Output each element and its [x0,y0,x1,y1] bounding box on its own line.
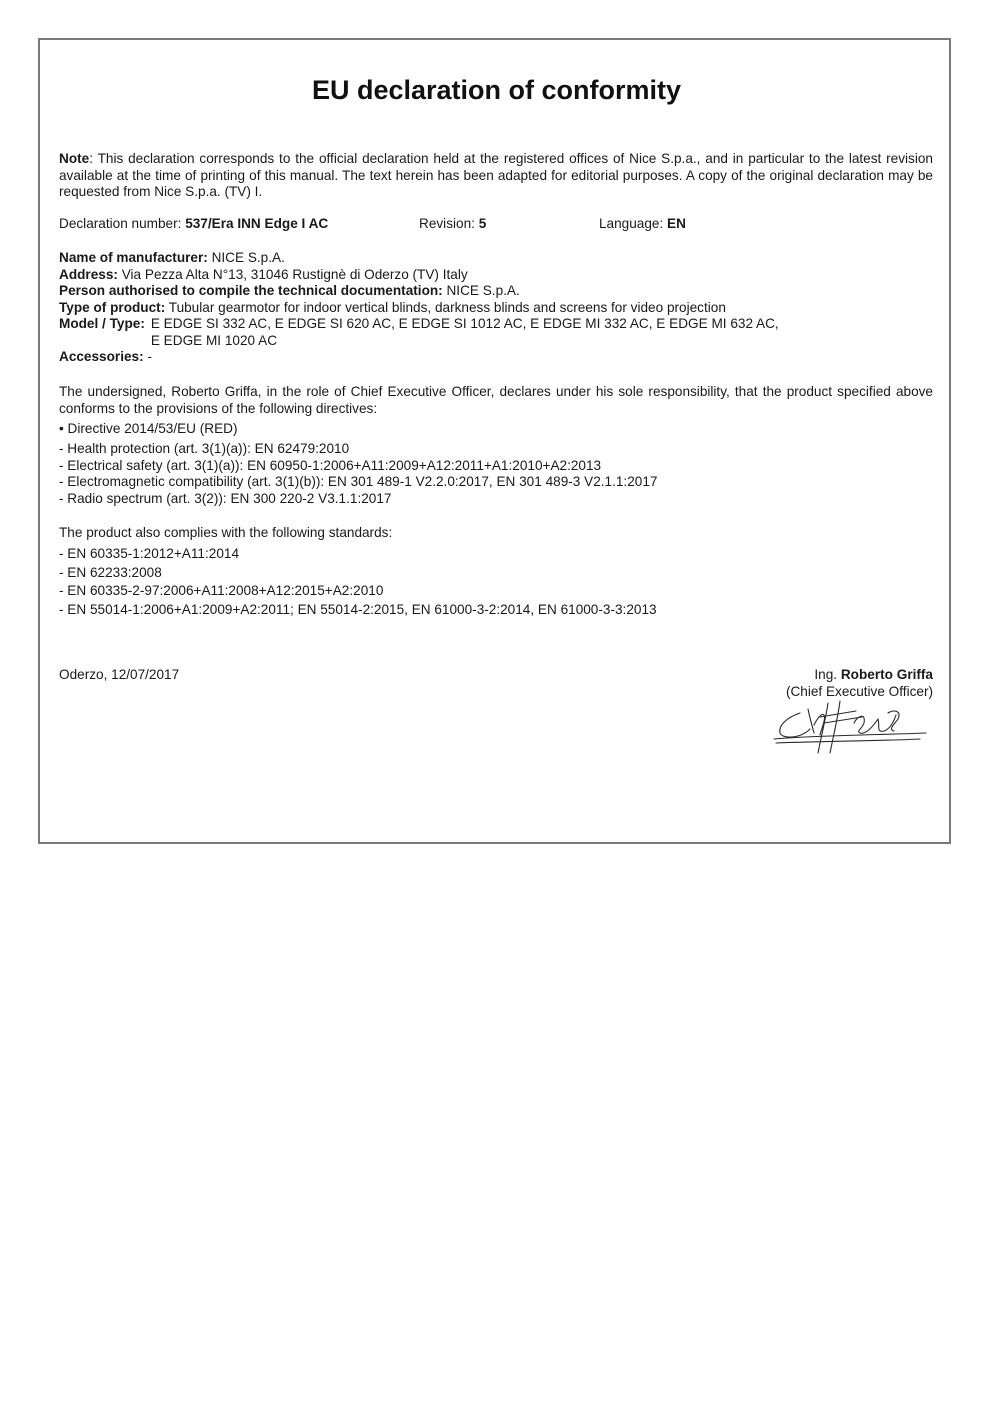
standard-item: - EN 60335-2-97:2006+A11:2008+A12:2015+A2:2010 [59,583,384,598]
note-label: Note [59,151,90,166]
model-type-line: E EDGE SI 332 AC, E EDGE SI 620 AC, E EDGE SI 1012 AC, E EDGE MI 332 AC, E EDGE MI 632 AC, [150,316,779,331]
standards-list [59,546,933,620]
directive-item: - Electromagnetic compatibility (art. 3(1)(b)): EN 301 489-1 V2.2.0:2017, EN 301 489-3 V2.1.1:2017 [59,474,658,489]
language-value: EN [667,216,686,231]
address-label: Address: [59,266,118,282]
declaration-info-row [59,216,933,233]
product-type-label: Type of product: [59,299,166,315]
standard-item: - EN 60335-1:2012+A11:2014 [59,546,240,561]
manufacturer-name-label: Name of manufacturer: [59,250,208,265]
declaration-number [59,216,328,233]
accessories-label: Accessories: [59,349,144,364]
language [599,216,686,233]
model-type-line: E EDGE MI 1020 AC [150,332,278,348]
directive-heading: • Directive 2014/53/EU (RED) [59,421,238,436]
manufacturer-block [59,250,933,366]
authorised-person-label: Person authorised to compile the technical documentation: [59,283,443,298]
standard-item: - EN 62233:2008 [59,564,162,580]
place-date: Oderzo, 12/07/2017 [59,667,180,682]
model-type-label: Model / Type: [59,316,145,331]
declaration-number-value: 537/Era INN Edge I AC [185,216,329,231]
model-type-row [59,316,933,349]
declaration-statement: The undersigned, Roberto Griffa, in the role of Chief Executive Officer, declares under his sole responsibility, that the product specified above conforms to the provisions of the following directives: [59,384,933,416]
accessories-value: - [143,349,152,364]
revision-value: 5 [478,216,487,231]
model-type-value [151,316,933,349]
directive-item: - Radio spectrum (art. 3(2)): EN 300 220-2 V3.1.1:2017 [59,490,392,506]
authorised-person-value: NICE S.p.A. [442,283,520,298]
authorised-person-row [59,283,933,300]
product-type-row [59,300,933,317]
language-label: Language: [599,216,668,231]
manufacturer-name-value: NICE S.p.A. [207,250,285,265]
directive-item: - Health protection (art. 3(1)(a)): EN 62479:2010 [59,441,350,456]
standards-intro: The product also complies with the following standards: [59,525,393,540]
standard-item: - EN 55014-1:2006+A1:2009+A2:2011; EN 55014-2:2015, EN 61000-3-2:2014, EN 61000-3-3:2013 [59,601,657,617]
directive-item: - Electrical safety (art. 3(1)(a)): EN 60950-1:2006+A11:2009+A12:2011+A1:2010+A2:2013 [59,457,602,473]
directive-list [59,441,933,507]
address-row [59,267,933,284]
revision [419,216,486,233]
note-paragraph [59,151,933,201]
page-title: EU declaration of conformity [311,75,682,105]
signer-role: (Chief Executive Officer) [785,683,933,699]
revision-label: Revision: [419,216,479,231]
signer-name: Roberto Griffa [840,667,933,682]
note-text: : This declaration corresponds to the official declaration held at the registered offices of Nice S.p.a., and in particular to the latest revision available at the time of printing of this manual. The text herein has been adapted for editorial purposes. A copy of the original declaration may be requested from Nice S.p.a. (TV) I. [59,151,933,199]
signer-name-row [786,667,933,684]
accessories-row [59,349,933,366]
declaration-number-label: Declaration number: [59,216,186,231]
product-type-value: Tubular gearmotor for indoor vertical blinds, darkness blinds and screens for video projection [165,299,726,315]
address-value: Via Pezza Alta N°13, 31046 Rustignè di Oderzo (TV) Italy [117,266,468,282]
manufacturer-name-row [59,250,933,267]
signer-prefix: Ing. [814,667,841,682]
signature-image [770,695,930,755]
